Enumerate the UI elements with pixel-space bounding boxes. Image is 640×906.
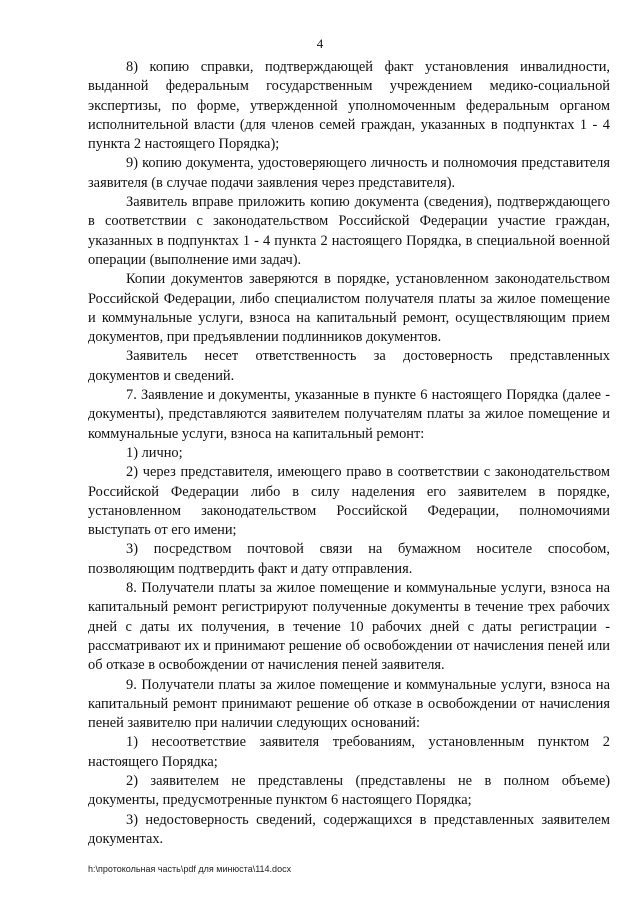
paragraph-9-2-missing-documents: 2) заявителем не представлены (представлены не в полном объеме) документы, предусмотренные пунктом 6 настоящего Порядка; xyxy=(88,772,610,809)
paragraph-applicant-responsibility: Заявитель несет ответственность за достоверность представленных документов и сведений. xyxy=(88,348,610,384)
paragraph-copies-certified: Копии документов заверяются в порядке, установленном законодательством Российской Федерации, либо специалистом получателя платы за жилое помещение и коммунальные услуги, взноса на капитальный ремонт, осуществляющим прием документов, при предъявлении подлинников документов. xyxy=(88,271,610,346)
page-number: 4 xyxy=(316,36,324,51)
paragraph-9-identity-document: 9) копию документа, удостоверяющего личность и полномочия представителя заявителя (в случае подачи заявления через представителя). xyxy=(88,155,610,191)
paragraph-9-1-noncompliance: 1) несоответствие заявителя требованиям, установленным пунктом 2 настоящего Порядка; xyxy=(88,734,610,770)
paragraph-7-submission: 7. Заявление и документы, указанные в пункте 6 настоящего Порядка (далее - документы), представляются заявителем получателям платы за жилое помещение и коммунальные услуги, взноса на капитальный ремонт: xyxy=(88,387,610,442)
paragraph-applicant-may-attach: Заявитель вправе приложить копию документа (сведения), подтверждающего в соответствии с законодательством Российской Федерации участие граждан, указанных в подпунктах 1 - 4 пункта 2 настоящего Порядка, в специальной военной операции (выполнение ими задач). xyxy=(88,194,610,268)
paragraph-9-3-unreliable-data: 3) недостоверность сведений, содержащихся в представленных заявителем документах. xyxy=(88,811,610,847)
footer-file-path: h:\протокольная часть\pdf для минюста\114.docx xyxy=(88,864,292,874)
paragraph-7-2-representative: 2) через представителя, имеющего право в соответствии с законодательством Российской Федерации либо в силу наделения его заявителем в порядке, установленном законодательством Российской Федерации, полномочиями выступать от его имени; xyxy=(88,464,610,539)
paragraph-9-refusal: 9. Получатели платы за жилое помещение и коммунальные услуги, взноса на капитальный ремонт принимают решение об отказе в освобождении от начисления пеней заявителю при наличии следующих оснований: xyxy=(88,676,610,732)
paragraph-7-1-in-person: 1) лично; xyxy=(126,444,183,461)
document-body xyxy=(88,58,610,849)
paragraph-7-3-postal: 3) посредством почтовой связи на бумажном носителе способом, позволяющим подтвердить факт и дату отправления. xyxy=(88,541,610,577)
paragraph-8-disability-certificate: 8) копию справки, подтверждающей факт установления инвалидности, выданной федеральным государственным учреждением медико-социальной экспертизы, по форме, утвержденной уполномоченным федеральным органом исполнительной власти (для членов семей граждан, указанных в подпунктах 1 - 4 пункта 2 настоящего Порядка); xyxy=(88,59,610,153)
paragraph-8-registration: 8. Получатели платы за жилое помещение и коммунальные услуги, взноса на капитальный ремонт регистрируют полученные документы в течение трех рабочих дней с даты их получения, в течение 10 рабочих дней с даты регистрации - рассматривают их и принимают решение об освобождении от начисления пеней или об отказе в освобождении от начисления пеней заявителя. xyxy=(88,580,610,674)
